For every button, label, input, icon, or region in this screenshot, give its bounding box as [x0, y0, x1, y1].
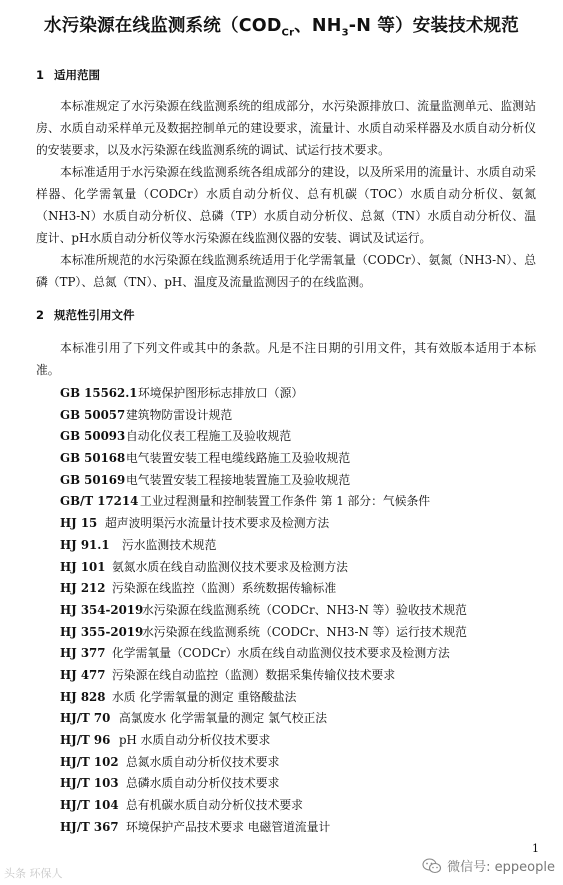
reference-code: HJ 101 [60, 559, 106, 574]
reference-item [60, 535, 467, 557]
reference-item [60, 795, 467, 817]
reference-title: 环境保护图形标志排放口（源） [138, 386, 304, 400]
reference-code: GB 50093 [60, 429, 126, 444]
reference-item [60, 622, 467, 644]
paragraph-references-intro: 本标准引用了下列文件或其中的条款。凡是不注日期的引用文件，其有效版本适用于本标准。 [36, 341, 536, 377]
reference-title: 建筑物防雷设计规范 [126, 407, 233, 422]
reference-item [60, 557, 467, 579]
reference-code: HJ/T 103 [60, 776, 119, 791]
reference-title: 总磷水质自动分析仪技术要求 [126, 776, 280, 791]
reference-title: 水污染源在线监测系统（CODCr、NH3-N 等）运行技术规范 [142, 624, 467, 639]
reference-title: 总氮水质自动分析仪技术要求 [126, 754, 280, 769]
reference-item [60, 773, 467, 795]
section-heading-scope: 1 适用范围 [36, 68, 100, 82]
reference-code: HJ 91.1 [60, 537, 110, 552]
reference-code: HJ 354-2019 [60, 602, 144, 617]
reference-item [60, 426, 467, 448]
reference-code: HJ 477 [60, 667, 106, 682]
reference-code: HJ 355-2019 [60, 624, 144, 639]
reference-code: HJ 212 [60, 581, 106, 596]
reference-item [60, 665, 467, 687]
reference-item [60, 470, 467, 492]
reference-item [60, 600, 467, 622]
reference-item [60, 448, 467, 470]
section-heading-references: 2 规范性引用文件 [36, 308, 135, 322]
reference-title: 电气装置安装工程接地装置施工及验收规范 [126, 472, 351, 487]
reference-code: GB/T 17214 [60, 494, 139, 509]
reference-item [60, 491, 467, 513]
reference-item [60, 383, 467, 405]
reference-title: 高氯废水 化学需氧量的测定 氯气校正法 [119, 711, 328, 726]
reference-code: GB 50169 [60, 472, 126, 487]
reference-code: HJ/T 104 [60, 798, 119, 813]
reference-title: 化学需氧量（CODCr）水质在线自动监测仪技术要求及检测方法 [112, 646, 450, 661]
reference-title: 污水监测技术规范 [122, 537, 217, 552]
reference-title: 电气装置安装工程电缆线路施工及验收规范 [126, 451, 351, 466]
reference-item [60, 752, 467, 774]
reference-code: HJ/T 367 [60, 819, 119, 834]
reference-item [60, 687, 467, 709]
reference-item [60, 405, 467, 427]
reference-code: HJ/T 96 [60, 733, 111, 747]
reference-code: GB 15562.1 [60, 386, 138, 400]
reference-title: 环境保护产品技术要求 电磁管道流量计 [126, 819, 331, 834]
wechat-icon [422, 858, 442, 874]
reference-list [60, 383, 467, 838]
reference-title: pH 水质自动分析仪技术要求 [119, 733, 271, 747]
reference-code: HJ/T 102 [60, 754, 119, 769]
watermark-wechat: 微信号: eppeople [422, 856, 555, 875]
document-title: 水污染源在线监测系统（$COD_{Cr}$、$NH_3-N$ 等）安装技术规范 [44, 16, 519, 39]
reference-item [60, 730, 467, 752]
reference-title: 污染源在线监控（监测）系统数据传输标准 [112, 581, 337, 596]
reference-title: 工业过程测量和控制装置工作条件 第 1 部分：气候条件 [140, 494, 431, 509]
watermark-left: 头条 环保人 [4, 867, 63, 880]
paragraph-scope-2: 本标准适用于水污染源在线监测系统各组成部分的建设，以及所采用的流量计、水质自动采样器、化学需氧量（CODCr）水质自动分析仪、总有机碳（TOC）水质自动分析仪、氨氮（NH3-N）水质自动分析仪、总磷（TP）水质自动分析仪、总氮（TN）水质自动分析仪、温度计、pH水质自动分析仪等水污染源在线监测仪器的安装、调试及试运行。 [36, 165, 536, 245]
reference-code: HJ 828 [60, 689, 106, 704]
reference-item [60, 513, 467, 535]
reference-item [60, 708, 467, 730]
reference-title: 污染源在线自动监控（监测）数据采集传输仪技术要求 [112, 667, 396, 682]
reference-item [60, 578, 467, 600]
reference-code: HJ 377 [60, 646, 106, 661]
reference-code: HJ 15 [60, 516, 98, 531]
page-number: 1 [532, 842, 539, 855]
reference-title: 总有机碳水质自动分析仪技术要求 [126, 798, 303, 813]
reference-title: 氨氮水质在线自动监测仪技术要求及检测方法 [112, 559, 348, 574]
paragraph-scope-1: 本标准规定了水污染源在线监测系统的组成部分，水污染源排放口、流量监测单元、监测站房、水质自动采样单元及数据控制单元的建设要求，流量计、水质自动采样器及水质自动分析仪的安装要求，以及水污染源在线监测系统的调试、试运行技术要求。 [36, 99, 536, 157]
reference-code: GB 50168 [60, 451, 126, 466]
reference-title: 水质 化学需氧量的测定 重铬酸盐法 [112, 689, 297, 704]
reference-code: HJ/T 70 [60, 711, 111, 726]
reference-title: 水污染源在线监测系统（CODCr、NH3-N 等）验收技术规范 [142, 602, 467, 617]
paragraph-scope-3: 本标准所规范的水污染源在线监测系统适用于化学需氧量（CODCr）、氨氮（NH3-N）、总磷（TP）、总氮（TN）、pH、温度及流量监测因子的在线监测。 [36, 253, 536, 289]
reference-code: GB 50057 [60, 407, 126, 422]
reference-title: 自动化仪表工程施工及验收规范 [126, 429, 292, 444]
reference-title: 超声波明渠污水流量计技术要求及检测方法 [105, 516, 330, 531]
reference-item [60, 643, 467, 665]
reference-item [60, 817, 467, 839]
